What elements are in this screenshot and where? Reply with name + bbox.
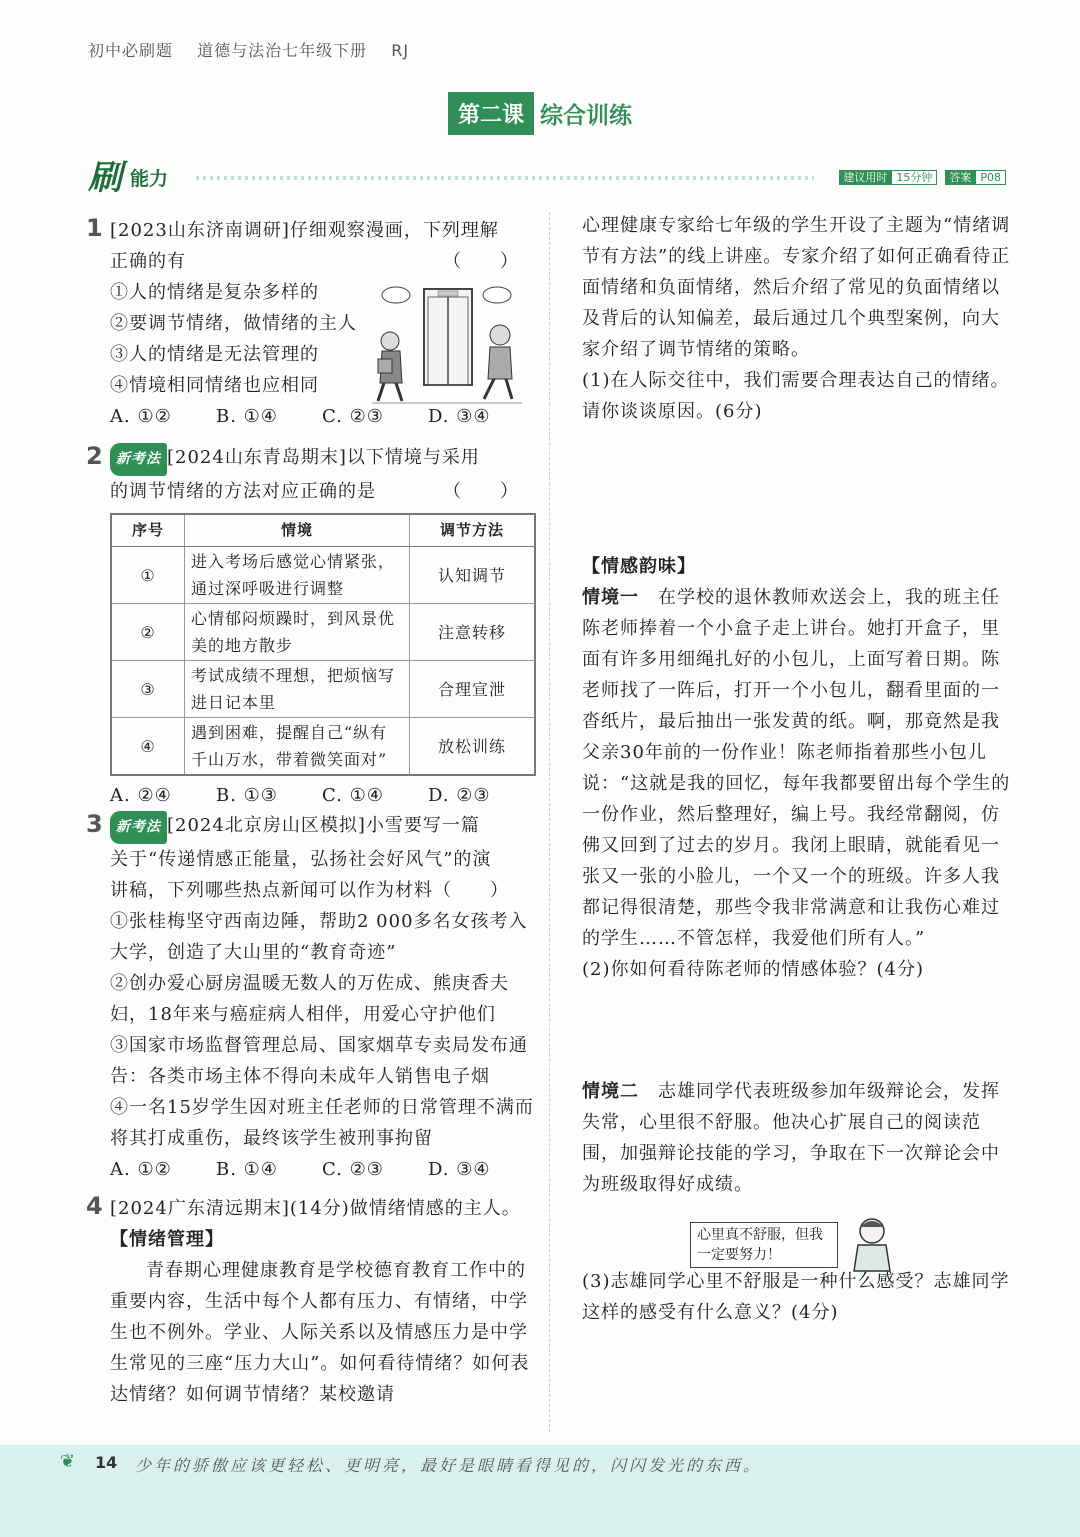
- row-situation: 遇到困难，提醒自己“纵有千山万水，带着微笑面对”: [185, 718, 410, 776]
- row-situation: 进入考场后感觉心情紧张，通过深呼吸进行调整: [185, 547, 410, 604]
- q4-paragraph-1: 青春期心理健康教育是学校德育教育工作中的重要内容，生活中每个人都有压力、有情绪，中学生也不例外。学业、人际关系以及情感压力是中学生常见的三座“压力大山”。如何看待情绪？如何表达情绪？如何调节情绪？某校邀请: [110, 1260, 530, 1405]
- lesson-subtitle: 综合训练: [540, 102, 632, 129]
- row-method: 放松训练: [410, 718, 536, 776]
- q1-item-3: ③人的情绪是无法管理的: [110, 344, 319, 365]
- running-header: [88, 38, 427, 61]
- question-2-number: 2: [86, 442, 103, 470]
- q2-option-a[interactable]: A. ②④: [110, 785, 172, 806]
- scenario-1-text: 在学校的退休教师欢送会上，我的班主任陈老师捧着一个小盒子走上讲台。她打开盒子，里面有许多用细绳扎好的小包儿，上面写着日期。陈老师找了一阵后，打开一个小包儿，翻看里面的一沓纸片，最后抽出一张发黄的纸。啊，那竟然是我父亲30年前的一份作业！陈老师指着那些小包儿说：“这就是我的回忆，每年我都要留出每个学生的一份作业，然后整理好，编上号。我经常翻阅，仿佛又回到了过去的岁月。我闭上眼睛，就能看见一张又一张的小脸儿，一个又一个的班级。许多人我都记得很清楚，那些令我非常满意和让我伤心难过的学生……不管怎样，我爱他们所有人。”: [582, 587, 1011, 949]
- table-row: [111, 604, 535, 661]
- q4-stem: [2024广东清远期末](14分)做情绪情感的主人。: [110, 1198, 521, 1219]
- row-no: ④: [111, 718, 185, 776]
- question-4-number: 4: [86, 1192, 103, 1220]
- q1-option-d[interactable]: D. ③④: [428, 406, 491, 427]
- q2-table: [110, 513, 536, 776]
- answer-space-2[interactable]: [582, 985, 1012, 1076]
- q4-sub-question-3: (3)志雄同学心里不舒服是一种什么感受？志雄同学这样的感受有什么意义？(4分): [582, 1271, 1010, 1323]
- column-divider: [549, 212, 550, 1432]
- row-situation: 心情郁闷烦躁时，到风景优美的地方散步: [185, 604, 410, 661]
- q4-section-emotional-charm: 【情感韵味】: [582, 556, 696, 577]
- row-method: 合理宣泄: [410, 661, 536, 718]
- q4-paragraph-1-continued: 心理健康专家给七年级的学生开设了主题为“情绪调节有方法”的线上讲座。专家介绍了如何正确看待正面情绪和负面情绪，然后介绍了常见的负面情绪以及背后的认知偏差，最后通过几个典型案例，向大家介绍了调节情绪的策略。: [582, 215, 1011, 360]
- answer-space-1[interactable]: [582, 427, 1012, 551]
- q1-stem-2: 正确的有 （ ）: [110, 251, 519, 272]
- q2-option-c[interactable]: C. ①④: [322, 785, 384, 806]
- q3-item-4: ④一名15岁学生因对班主任老师的日常管理不满而将其打成重伤，最终该学生被刑事拘留: [110, 1097, 534, 1149]
- elevator-cartoon-illustration: [372, 283, 522, 407]
- scenario-1-label: 情境一: [582, 587, 639, 608]
- q3-stem-3: 讲稿，下列哪些热点新闻可以作为材料（ ）: [110, 880, 509, 901]
- speech-bubble-text: 心里真不舒服，但我一定要努力！: [690, 1222, 838, 1268]
- question-4-left: [110, 1193, 536, 1410]
- answer-label: 答案: [945, 170, 975, 185]
- scenario-2-text: 志雄同学代表班级参加年级辩论会，发挥失常，心里很不舒服。他决心扩展自己的阅读范围，加强辩论技能的学习，争取在下一次辩论会中为班级取得好成绩。: [582, 1081, 1000, 1195]
- row-situation: 考试成绩不理想，把烦恼写进日记本里: [185, 661, 410, 718]
- leaf-icon: ❦: [60, 1451, 76, 1472]
- q3-item-2: ②创办爱心厨房温暖无数人的万佐成、熊庚香夫妇，18年来与癌症病人相伴，用爱心守护他们: [110, 973, 509, 1025]
- table-row: [111, 547, 535, 604]
- speech-bubble-illustration: [690, 1220, 840, 1272]
- lesson-title: [0, 92, 1080, 135]
- q2-stem-2: 的调节情绪的方法对应正确的是 （ ）: [110, 481, 519, 502]
- q2-options: [110, 780, 536, 811]
- shua-logo: 刷: [88, 158, 122, 198]
- q3-stem-1: [2024北京房山区模拟]小雪要写一篇: [167, 815, 480, 836]
- q1-item-1: ①人的情绪是复杂多样的: [110, 282, 319, 303]
- question-4-right: [582, 210, 1012, 1328]
- table-row: [111, 661, 535, 718]
- book-name: 道德与法治七年级下册: [197, 41, 368, 60]
- q3-option-b[interactable]: B. ①④: [216, 1159, 278, 1180]
- question-1-number: 1: [86, 214, 103, 242]
- q2-stem-1: [2024山东青岛期末]以下情境与采用: [167, 447, 480, 468]
- q4-sub-question-1: (1)在人际交往中，我们需要合理表达自己的情绪。请你谈谈原因。(6分): [582, 370, 1010, 422]
- q3-option-c[interactable]: C. ②③: [322, 1159, 384, 1180]
- q3-option-a[interactable]: A. ①②: [110, 1159, 172, 1180]
- q3-stem-2: 关于“传递情感正能量，弘扬社会好风气”的演: [110, 849, 492, 870]
- ability-banner: [88, 156, 1014, 198]
- answer-page: P08: [975, 170, 1006, 185]
- q1-option-a[interactable]: A. ①②: [110, 406, 172, 427]
- q3-item-3: ③国家市场监督管理总局、国家烟草专卖局发布通告：各类市场主体不得向未成年人销售电子烟: [110, 1035, 528, 1087]
- q1-item-4: ④情境相同情绪也应相同: [110, 375, 319, 396]
- time-value: 15分钟: [891, 170, 937, 185]
- footer-motto: 少年的骄傲应该更轻松、更明亮，最好是眼睛看得见的，闪闪发光的东西。: [135, 1456, 763, 1475]
- series-name: 初中必刷题: [88, 41, 174, 60]
- q3-item-1: ①张桂梅坚守西南边陲，帮助2 000多名女孩考入大学，创造了大山里的“教育奇迹”: [110, 911, 528, 963]
- q4-sub-question-2: (2)你如何看待陈老师的情感体验？(4分): [582, 959, 924, 980]
- q4-section-emotion-management: 【情绪管理】: [110, 1229, 224, 1250]
- q1-option-c[interactable]: C. ②③: [322, 406, 384, 427]
- q1-option-b[interactable]: B. ①④: [216, 406, 278, 427]
- edition: RJ: [391, 41, 410, 60]
- ability-label: 能力: [130, 168, 169, 190]
- q1-stem-1: [2023山东济南调研]仔细观察漫画，下列理解: [110, 220, 499, 241]
- col-header-no: 序号: [111, 514, 185, 547]
- q3-option-d[interactable]: D. ③④: [428, 1159, 491, 1180]
- q2-option-b[interactable]: B. ①③: [216, 785, 278, 806]
- time-label: 建议用时: [839, 170, 891, 185]
- question-2: [110, 442, 536, 811]
- question-3: [110, 810, 536, 1185]
- q2-option-d[interactable]: D. ②③: [428, 785, 491, 806]
- page-footer: [0, 1445, 1080, 1537]
- page-number: 14: [95, 1453, 118, 1472]
- student-icon: [848, 1215, 898, 1273]
- q3-new-method-badge: 新考法: [110, 811, 167, 844]
- table-row: [111, 718, 535, 776]
- q3-options: [110, 1154, 536, 1185]
- row-no: ①: [111, 547, 185, 604]
- banner-tags: [839, 169, 1014, 185]
- q2-table-header: [111, 514, 535, 547]
- row-no: ③: [111, 661, 185, 718]
- banner-rule: [196, 176, 814, 180]
- q2-new-method-badge: 新考法: [110, 443, 167, 476]
- col-header-situation: 情境: [185, 514, 410, 547]
- row-method: 注意转移: [410, 604, 536, 661]
- row-method: 认知调节: [410, 547, 536, 604]
- lesson-number: 第二课: [448, 92, 534, 135]
- q1-item-2: ②要调节情绪，做情绪的主人: [110, 313, 357, 334]
- row-no: ②: [111, 604, 185, 661]
- scenario-2-label: 情境二: [582, 1081, 639, 1102]
- col-header-method: 调节方法: [410, 514, 536, 547]
- question-3-number: 3: [86, 810, 103, 838]
